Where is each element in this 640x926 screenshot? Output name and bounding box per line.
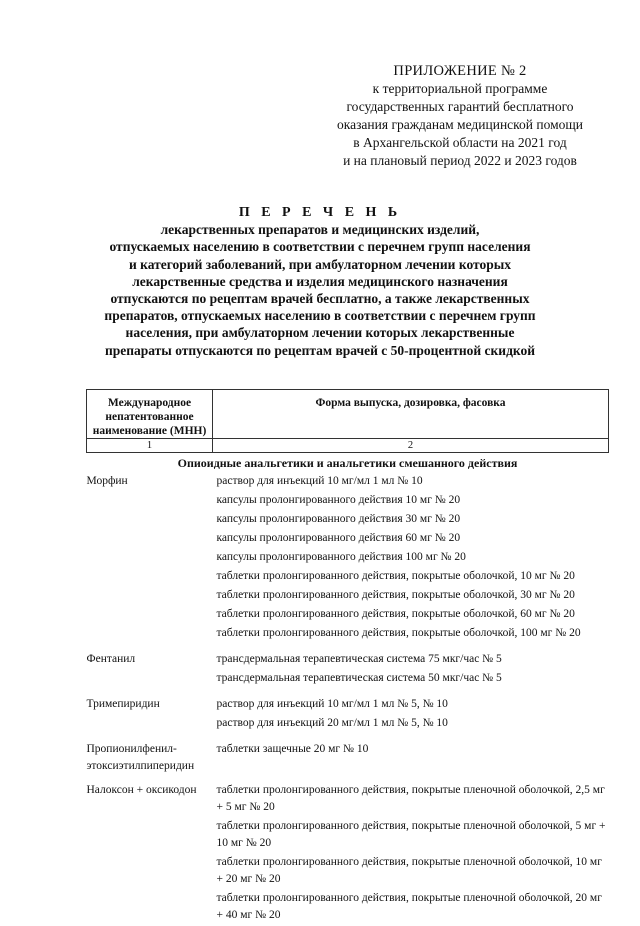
form-item: таблетки пролонгированного действия, покрытые пленочной оболочкой, 10 мг + 20 мг № 20 <box>216 856 602 885</box>
appendix-line: и на плановый период 2022 и 2023 годов <box>343 153 577 168</box>
form-item: раствор для инъекций 10 мг/мл 1 мл № 10 <box>216 475 423 487</box>
form-item: таблетки защечные 20 мг № 10 <box>216 743 369 755</box>
table-row <box>87 472 609 644</box>
drug-forms <box>213 689 609 734</box>
col1-header: Международное непатентованное наименование (МНН) <box>87 390 213 439</box>
table-row <box>87 775 609 926</box>
form-item: таблетки пролонгированного действия, покрытые пленочной оболочкой, 5 мг + 10 мг № 20 <box>216 820 606 849</box>
form-item: капсулы пролонгированного действия 100 мг № 20 <box>216 551 466 563</box>
form-item: капсулы пролонгированного действия 60 мг № 20 <box>216 532 461 544</box>
drug-forms <box>213 644 609 689</box>
heading-line: препаратов, отпускаемых населению в соответствии с перечнем групп <box>104 308 536 324</box>
form-item: капсулы пролонгированного действия 10 мг № 20 <box>216 494 461 506</box>
group-title: Опиоидные анальгетики и анальгетики смешанного действия <box>87 453 609 473</box>
table-header-row <box>87 390 609 439</box>
appendix-line: оказания гражданам медицинской помощи <box>336 117 584 132</box>
drug-forms <box>213 472 609 644</box>
form-item: раствор для инъекций 10 мг/мл 1 мл № 5, № 10 <box>216 698 448 710</box>
heading-line: отпускаются по рецептам врачей бесплатно, а также лекарственных <box>110 291 530 307</box>
appendix-line: государственных гарантий бесплатного <box>346 99 574 114</box>
col1-number: 1 <box>87 439 213 453</box>
form-item: трансдермальная терапевтическая система 75 мкг/час № 5 <box>216 653 502 665</box>
form-item: капсулы пролонгированного действия 30 мг № 20 <box>216 513 461 525</box>
drug-name: Морфин <box>86 475 128 487</box>
table-row <box>87 644 609 689</box>
drug-name: Налоксон + оксикодон <box>86 784 197 796</box>
form-item: таблетки пролонгированного действия, покрытые оболочкой, 100 мг № 20 <box>216 627 581 639</box>
group-row <box>87 453 609 473</box>
heading-line: препараты отпускаются по рецептам врачей с 50-процентной скидкой <box>104 342 536 358</box>
form-item: таблетки пролонгированного действия, покрытые пленочной оболочкой, 2,5 мг + 5 мг № 20 <box>216 784 605 813</box>
drug-forms <box>213 734 609 775</box>
heading-line: населения, при амбулаторном лечении которых лекарственные <box>125 325 515 341</box>
column-number-row <box>87 439 609 453</box>
col2-header: Форма выпуска, дозировка, фасовка <box>213 390 609 439</box>
form-item: трансдермальная терапевтическая система 50 мкг/час № 5 <box>216 672 502 684</box>
heading-line: лекарственных препаратов и медицинских изделий, <box>160 222 480 238</box>
appendix-line: к территориальной программе <box>372 81 548 96</box>
heading-word: П Е Р Е Ч Е Н Ь <box>238 205 402 220</box>
form-item: таблетки пролонгированного действия, покрытые оболочкой, 60 мг № 20 <box>216 608 575 620</box>
drug-rows <box>87 472 609 926</box>
form-item: таблетки пролонгированного действия, покрытые оболочкой, 30 мг № 20 <box>216 589 575 601</box>
heading-line: и категорий заболеваний, при амбулаторном лечении которых <box>128 256 512 272</box>
drug-name: Пропионилфенил-этоксиэтилпиперидин <box>86 743 195 772</box>
heading-line: лекарственные средства и изделия медицинского назначения <box>132 273 508 289</box>
drug-table <box>86 389 609 926</box>
heading-line: отпускаемых населению в соответствии с перечнем групп населения <box>109 239 531 255</box>
document-heading <box>80 204 560 359</box>
appendix-title: ПРИЛОЖЕНИЕ № 2 <box>393 63 527 79</box>
drug-name: Тримепиридин <box>86 698 160 710</box>
appendix-block <box>300 62 620 170</box>
form-item: таблетки пролонгированного действия, покрытые пленочной оболочкой, 20 мг + 40 мг № 20 <box>216 892 602 921</box>
drug-name: Фентанил <box>86 653 136 665</box>
form-item: таблетки пролонгированного действия, покрытые оболочкой, 10 мг № 20 <box>216 570 575 582</box>
col2-number: 2 <box>213 439 609 453</box>
table-row <box>87 734 609 775</box>
drug-forms <box>213 775 609 926</box>
appendix-line: в Архангельской области на 2021 год <box>353 135 567 150</box>
form-item: раствор для инъекций 20 мг/мл 1 мл № 5, № 10 <box>216 717 448 729</box>
table-row <box>87 689 609 734</box>
